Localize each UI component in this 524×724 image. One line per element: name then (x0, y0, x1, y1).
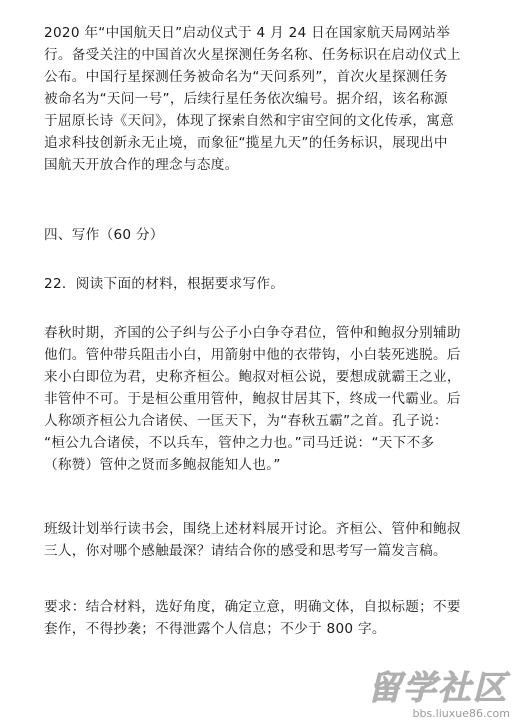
question-heading-block (44, 273, 480, 295)
passage-line: 国航天开放合作的理念与态度。 (44, 157, 239, 173)
watermark-brand: 留学社区 (368, 668, 508, 707)
task-paragraph (44, 518, 480, 562)
site-watermark (364, 662, 514, 720)
requirements-paragraph (44, 596, 480, 640)
section-heading: 四、写作（60 分） (44, 227, 164, 243)
question-heading: 22．阅读下面的材料，根据要求写作。 (44, 276, 285, 292)
requirements-line: 要求：结合材料，选好角度，确定立意，明确文体，自拟标题；不要 (44, 599, 461, 615)
material-line: （称赞）管仲之贤而多鲍叔能知人也。” (44, 457, 281, 473)
passage-line: 公布。中国行星探测任务被命名为“天问系列”，首次火星探测任务 (44, 69, 448, 85)
material-line: 春秋时期，齐国的公子纠与公子小白争夺君位，管仲和鲍叔分别辅助 (44, 325, 461, 341)
watermark-url: bbs.liuxue86.com (412, 707, 510, 720)
task-line: 班级计划举行读书会，围绕上述材料展开讨论。齐桓公、管仲和鲍叔 (44, 521, 461, 537)
task-line: 三人，你对哪个感触最深？请结合你的感受和思考写一篇发言稿。 (44, 543, 447, 559)
passage-line: 2020 年“中国航天日”启动仪式于 4 月 24 日在国家航天局网站举 (44, 25, 451, 41)
passage-line: 行。备受关注的中国首次火星探测任务名称、任务标识在启动仪式上 (44, 47, 461, 63)
material-line: 来小白即位为君，史称齐桓公。鲍叔对桓公说，要想成就霸王之业， (44, 369, 461, 385)
requirements-line: 套作，不得抄袭；不得泄露个人信息；不少于 800 字。 (44, 621, 386, 637)
passage-line: 被命名为“天问一号”，后续行星任务依次编号。据介绍，该名称源 (44, 91, 448, 107)
passage-paragraph (44, 22, 480, 176)
material-paragraph (44, 322, 480, 476)
material-line: 非管仲不可。于是桓公重用管仲，鲍叔甘居其下，终成一代霸业。后 (44, 391, 461, 407)
passage-line: 于屈原长诗《天问》，体现了探索自然和宇宙空间的文化传承，寓意 (44, 113, 455, 129)
material-line: 人称颂齐桓公九合诸侯、一匡天下，为“春秋五霸”之首。孔子说： (44, 413, 448, 429)
section-heading-block (44, 224, 480, 246)
material-line: “桓公九合诸侯，不以兵车，管仲之力也。”司马迁说：“天下不多 (44, 435, 435, 451)
material-line: 他们。管仲带兵阻击小白，用箭射中他的衣带钩，小白装死逃脱。后 (44, 347, 461, 363)
passage-line: 追求科技创新永无止境，而象征“揽星九天”的任务标识，展现出中 (44, 135, 448, 151)
